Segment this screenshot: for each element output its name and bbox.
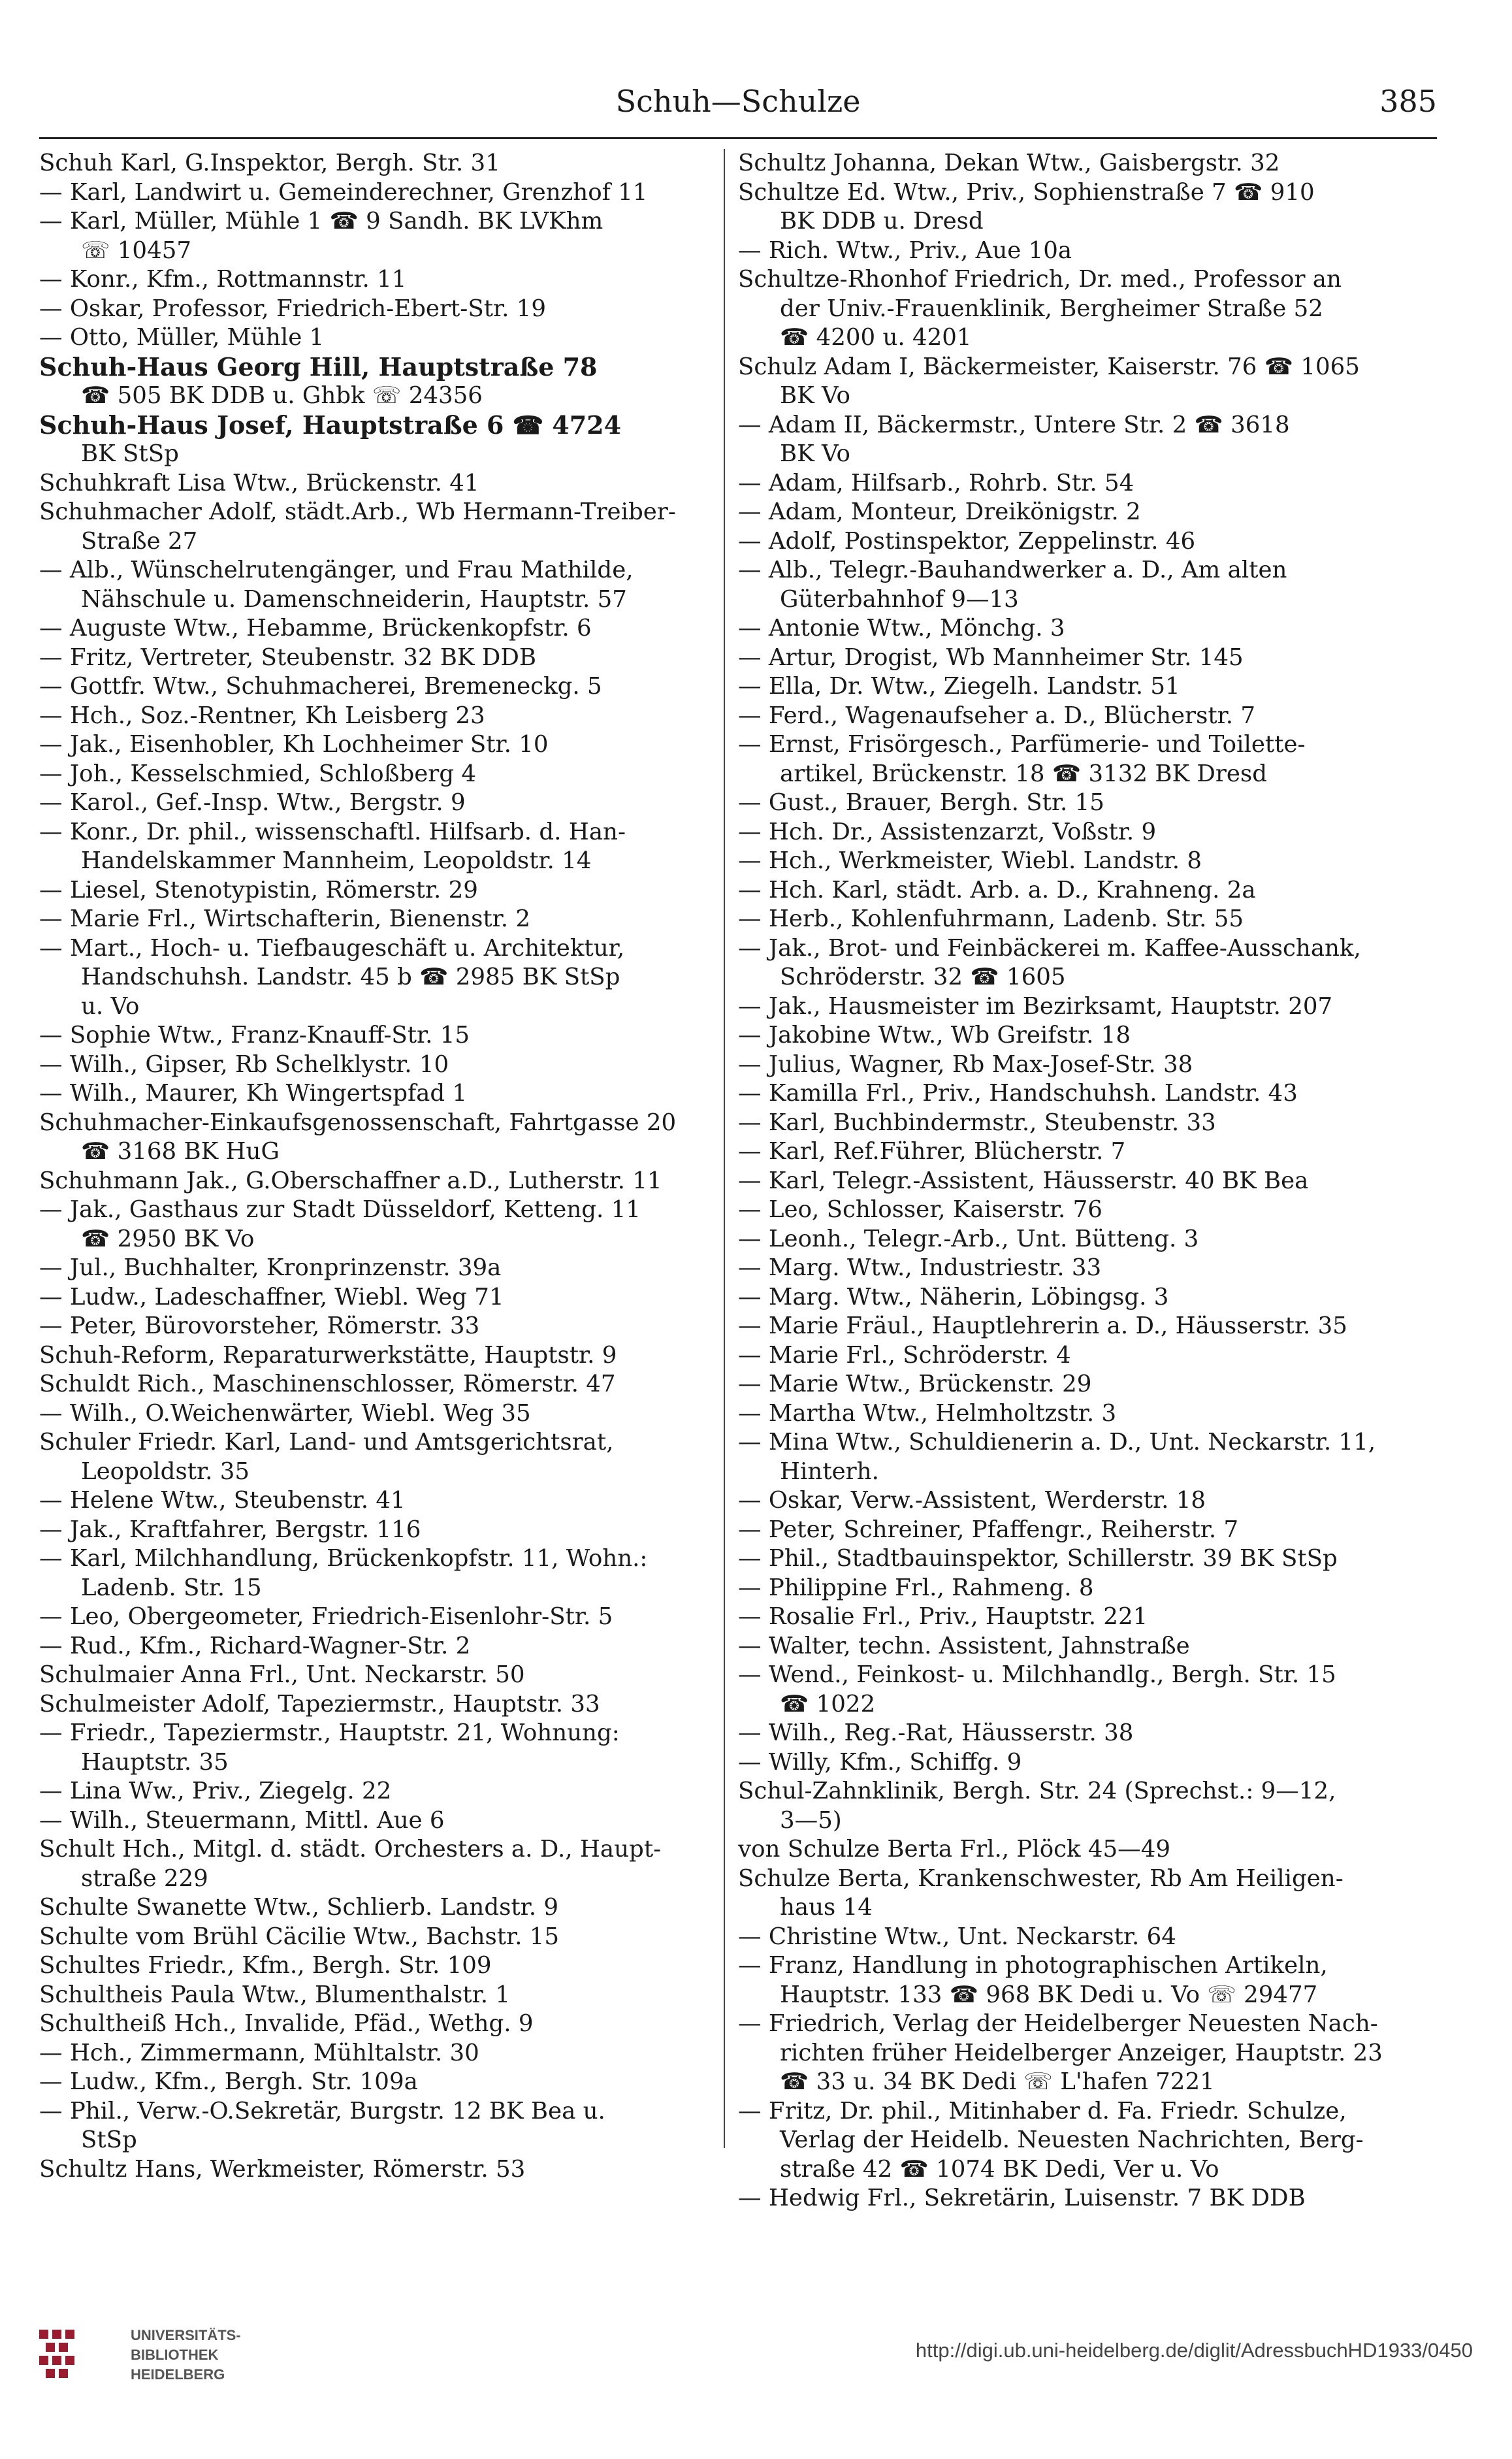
directory-entry: — Leo, Obergeometer, Friedrich-Eisenlohr-Str. 5 xyxy=(39,1603,613,1630)
directory-entry: — Hch., Werkmeister, Wiebl. Landstr. 8 xyxy=(738,847,1202,874)
directory-entry: ☎ 4200 u. 4201 xyxy=(780,324,972,351)
directory-entry: — Leo, Schlosser, Kaiserstr. 76 xyxy=(738,1196,1102,1223)
directory-entry: — Wilh., O.Weichenwärter, Wiebl. Weg 35 xyxy=(39,1399,531,1427)
directory-entry: Schulmeister Adolf, Tapeziermstr., Hauptstr. 33 xyxy=(39,1690,600,1718)
directory-entry: artikel, Brückenstr. 18 ☎ 3132 BK Dresd xyxy=(780,760,1268,787)
directory-entry: — Rosalie Frl., Priv., Hauptstr. 221 xyxy=(738,1603,1148,1630)
directory-entry: — Hch., Soz.-Rentner, Kh Leisberg 23 xyxy=(39,702,485,729)
directory-entry: — Jak., Brot- und Feinbäckerei m. Kaffee-Ausschank, xyxy=(738,934,1361,962)
directory-entry: — Kamilla Frl., Priv., Handschuhsh. Landstr. 43 xyxy=(738,1080,1298,1107)
directory-entry: — Marg. Wtw., Näherin, Löbingsg. 3 xyxy=(738,1283,1169,1311)
directory-entry: — Adam, Hilfsarb., Rohrb. Str. 54 xyxy=(738,469,1134,497)
logo-line-1: UNIVERSITÄTS- xyxy=(131,2327,241,2343)
directory-entry: Schuh-Haus Josef, Hauptstraße 6 ☎ 4724 xyxy=(39,410,622,440)
directory-entry: — Fritz, Dr. phil., Mitinhaber d. Fa. Friedr. Schulze, xyxy=(738,2097,1347,2125)
directory-entry: — Karol., Gef.-Insp. Wtw., Bergstr. 9 xyxy=(39,789,466,816)
directory-entry: — Konr., Kfm., Rottmannstr. 11 xyxy=(39,266,407,293)
directory-entry: — Franz, Handlung in photographischen Artikeln, xyxy=(738,1952,1328,1979)
directory-entry: Ladenb. Str. 15 xyxy=(81,1574,262,1601)
directory-entry: — Artur, Drogist, Wb Mannheimer Str. 145 xyxy=(738,643,1244,671)
directory-entry: — Gust., Brauer, Bergh. Str. 15 xyxy=(738,789,1104,816)
directory-entry: — Marie Fräul., Hauptlehrerin a. D., Häusserstr. 35 xyxy=(738,1312,1347,1339)
running-title: Schuh—Schulze xyxy=(615,84,861,119)
directory-entry: Schultz Hans, Werkmeister, Römerstr. 53 xyxy=(39,2155,526,2183)
directory-entry: Schulze Berta, Krankenschwester, Rb Am Heiligen- xyxy=(738,1865,1343,1892)
directory-entry: Schultz Johanna, Dekan Wtw., Gaisbergstr. 32 xyxy=(738,150,1280,176)
page-header xyxy=(39,84,1437,136)
page-footer xyxy=(0,2300,1512,2459)
directory-entry: Schul-Zahnklinik, Bergh. Str. 24 (Sprechst.: 9—12, xyxy=(738,1778,1336,1804)
directory-entry: — Wilh., Gipser, Rb Schelklystr. 10 xyxy=(39,1050,449,1078)
directory-entry: — Karl, Ref.Führer, Blücherstr. 7 xyxy=(738,1138,1126,1165)
directory-entry: Schuh-Reform, Reparaturwerkstätte, Hauptstr. 9 xyxy=(39,1341,617,1369)
directory-entry: — Phil., Stadtbauinspektor, Schillerstr. 39 BK StSp xyxy=(738,1545,1338,1572)
directory-entry: — Konr., Dr. phil., wissenschaftl. Hilfsarb. d. Han- xyxy=(39,818,626,845)
directory-entry: — Leonh., Telegr.-Arb., Unt. Bütteng. 3 xyxy=(738,1225,1199,1252)
directory-entry: — Ferd., Wagenaufseher a. D., Blücherstr. 7 xyxy=(738,702,1255,729)
directory-entry: — Ernst, Frisörgesch., Parfümerie- und Toilette- xyxy=(738,731,1306,758)
directory-entry: Hauptstr. 133 ☎ 968 BK Dedi u. Vo ☏ 29477 xyxy=(780,1981,1318,2008)
directory-entry: Schultheis Paula Wtw., Blumenthalstr. 1 xyxy=(39,1981,510,2008)
directory-entry: — Karl, Müller, Mühle 1 ☎ 9 Sandh. BK LVKhm xyxy=(39,208,603,235)
directory-entry: Schulmaier Anna Frl., Unt. Neckarstr. 50 xyxy=(39,1661,525,1688)
directory-entry: Verlag der Heidelb. Neuesten Nachrichten, Berg- xyxy=(780,2126,1364,2153)
directory-entry: — Julius, Wagner, Rb Max-Josef-Str. 38 xyxy=(738,1050,1193,1078)
directory-entry: — Alb., Wünschelrutengänger, und Frau Mathilde, xyxy=(39,557,634,583)
directory-entry: Handelskammer Mannheim, Leopoldstr. 14 xyxy=(81,847,592,874)
directory-entry: Schulz Adam I, Bäckermeister, Kaiserstr. 76 ☎ 1065 xyxy=(738,353,1360,380)
directory-entry: Schuhmann Jak., G.Oberschaffner a.D., Lutherstr. 11 xyxy=(39,1167,662,1194)
directory-entry: — Philippine Frl., Rahmeng. 8 xyxy=(738,1574,1094,1601)
directory-entry: ☎ 3168 BK HuG xyxy=(81,1138,280,1165)
directory-entry: — Oskar, Verw.-Assistent, Werderstr. 18 xyxy=(738,1487,1206,1514)
directory-entry: BK Vo xyxy=(780,440,850,467)
directory-entry: — Karl, Milchhandlung, Brückenkopfstr. 11, Wohn.: xyxy=(39,1545,648,1572)
directory-entry: Handschuhsh. Landstr. 45 b ☎ 2985 BK StSp xyxy=(81,964,620,990)
directory-entry: Schuh-Haus Georg Hill, Hauptstraße 78 xyxy=(39,351,598,382)
directory-entry: — Martha Wtw., Helmholtzstr. 3 xyxy=(738,1399,1117,1427)
directory-entry: — Ludw., Kfm., Bergh. Str. 109a xyxy=(39,2068,418,2095)
directory-entry: Schuldt Rich., Maschinenschlosser, Römerstr. 47 xyxy=(39,1371,616,1397)
directory-entry: — Joh., Kesselschmied, Schloßberg 4 xyxy=(39,760,477,787)
directory-entry: — Marie Frl., Wirtschafterin, Bienenstr. 2 xyxy=(39,905,531,932)
logo-line-3: HEIDELBERG xyxy=(131,2366,225,2383)
directory-entry: — Wilh., Maurer, Kh Wingertspfad 1 xyxy=(39,1080,468,1107)
directory-entry: Güterbahnhof 9—13 xyxy=(780,585,1019,613)
directory-entry: — Auguste Wtw., Hebamme, Brückenkopfstr. 6 xyxy=(39,615,592,642)
directory-entry: — Herb., Kohlenfuhrmann, Ladenb. Str. 55 xyxy=(738,905,1244,932)
directory-entry: — Friedrich, Verlag der Heidelberger Neuesten Nach- xyxy=(738,2010,1378,2037)
directory-entry: — Sophie Wtw., Franz-Knauff-Str. 15 xyxy=(39,1022,470,1049)
directory-entry: — Jak., Eisenhobler, Kh Lochheimer Str. 10 xyxy=(39,731,549,758)
directory-entry: Schulte Swanette Wtw., Schlierb. Landstr. 9 xyxy=(39,1894,559,1921)
directory-entry: — Liesel, Stenotypistin, Römerstr. 29 xyxy=(39,876,478,904)
page-number: 385 xyxy=(1379,84,1437,119)
directory-entry: Straße 27 xyxy=(81,527,198,555)
directory-entry: von Schulze Berta Frl., Plöck 45—49 xyxy=(738,1836,1171,1863)
directory-entry: — Ludw., Ladeschaffner, Wiebl. Weg 71 xyxy=(39,1283,504,1311)
directory-entry: — Jul., Buchhalter, Kronprinzenstr. 39a xyxy=(39,1254,502,1281)
directory-entry: — Adolf, Postinspektor, Zeppelinstr. 46 xyxy=(738,527,1196,555)
directory-entry: — Rich. Wtw., Priv., Aue 10a xyxy=(738,236,1072,264)
right-column xyxy=(738,149,1411,2211)
directory-entry: — Ella, Dr. Wtw., Ziegelh. Landstr. 51 xyxy=(738,673,1180,700)
directory-entry: — Adam II, Bäckermstr., Untere Str. 2 ☎ 3618 xyxy=(738,411,1290,438)
directory-entry: — Hedwig Frl., Sekretärin, Luisenstr. 7 BK DDB xyxy=(738,2185,1306,2211)
directory-entry: — Alb., Telegr.-Bauhandwerker a. D., Am alten xyxy=(738,557,1287,583)
directory-entry: Leopoldstr. 35 xyxy=(81,1457,249,1485)
directory-entry: — Karl, Buchbindermstr., Steubenstr. 33 xyxy=(738,1109,1216,1136)
directory-entry: — Walter, techn. Assistent, Jahnstraße xyxy=(738,1632,1190,1659)
directory-entry: BK StSp xyxy=(81,440,179,467)
directory-entry: Schultes Friedr., Kfm., Bergh. Str. 109 xyxy=(39,1952,492,1979)
directory-entry: — Wend., Feinkost- u. Milchhandlg., Bergh. Str. 15 xyxy=(738,1661,1336,1688)
directory-entry: Schulte vom Brühl Cäcilie Wtw., Bachstr. 15 xyxy=(39,1923,560,1950)
directory-entry: 3—5) xyxy=(780,1806,842,1834)
directory-entry: — Marie Frl., Schröderstr. 4 xyxy=(738,1341,1071,1369)
directory-entry: Schultheiß Hch., Invalide, Pfäd., Wethg. 9 xyxy=(39,2010,534,2037)
source-url[interactable]: http://digi.ub.uni-heidelberg.de/diglit/AdressbuchHD1933/0450 xyxy=(915,2339,1473,2362)
left-column xyxy=(39,149,712,2183)
directory-entry: — Mart., Hoch- u. Tiefbaugeschäft u. Architektur, xyxy=(39,934,625,962)
directory-entry: — Hch. Karl, städt. Arb. a. D., Krahneng. 2a xyxy=(738,876,1256,904)
directory-entry: — Willy, Kfm., Schiffg. 9 xyxy=(738,1748,1022,1776)
directory-entry: Schuhmacher-Einkaufsgenossenschaft, Fahrtgasse 20 xyxy=(39,1109,677,1136)
directory-entry: — Otto, Müller, Mühle 1 xyxy=(39,324,325,351)
directory-entry: — Mina Wtw., Schuldienerin a. D., Unt. Neckarstr. 11, xyxy=(738,1429,1376,1456)
directory-entry: ☎ 2950 BK Vo xyxy=(81,1225,255,1252)
directory-entry: u. Vo xyxy=(81,992,140,1020)
directory-entry: Schuhmacher Adolf, städt.Arb., Wb Hermann-Treiber- xyxy=(39,498,676,525)
directory-entry: — Gottfr. Wtw., Schuhmacherei, Bremeneckg. 5 xyxy=(39,673,602,700)
library-logo-text xyxy=(131,2326,241,2385)
directory-entry: — Christine Wtw., Unt. Neckarstr. 64 xyxy=(738,1923,1176,1950)
directory-entry: — Rud., Kfm., Richard-Wagner-Str. 2 xyxy=(39,1632,471,1659)
directory-entry: — Jak., Kraftfahrer, Bergstr. 116 xyxy=(39,1516,421,1543)
directory-entry: ☎ 33 u. 34 BK Dedi ☏ L'hafen 7221 xyxy=(780,2068,1215,2095)
logo-line-2: BIBLIOTHEK xyxy=(131,2347,219,2363)
directory-entry: Schuler Friedr. Karl, Land- und Amtsgerichtsrat, xyxy=(39,1429,614,1456)
directory-entry: — Lina Ww., Priv., Ziegelg. 22 xyxy=(39,1778,392,1804)
directory-entry: Schultze-Rhonhof Friedrich, Dr. med., Professor an xyxy=(738,266,1342,293)
directory-entry: straße 42 ☎ 1074 BK Dedi, Ver u. Vo xyxy=(780,2155,1219,2183)
directory-entry: — Wilh., Reg.-Rat, Häusserstr. 38 xyxy=(738,1719,1134,1746)
directory-entry: — Jak., Gasthaus zur Stadt Düsseldorf, Ketteng. 11 xyxy=(39,1196,641,1223)
directory-entry: — Marg. Wtw., Industriestr. 33 xyxy=(738,1254,1102,1281)
header-rule xyxy=(39,137,1437,139)
directory-entry: — Phil., Verw.-O.Sekretär, Burgstr. 12 BK Bea u. xyxy=(39,2097,605,2125)
directory-entry: — Fritz, Vertreter, Steubenstr. 32 BK DDB xyxy=(39,643,537,671)
directory-entry: Hinterh. xyxy=(780,1457,879,1485)
directory-entry: — Marie Wtw., Brückenstr. 29 xyxy=(738,1371,1092,1397)
directory-entry: Schult Hch., Mitgl. d. städt. Orchesters a. D., Haupt- xyxy=(39,1836,662,1863)
directory-entry: — Hch., Zimmermann, Mühltalstr. 30 xyxy=(39,2039,479,2066)
directory-entry: Nähschule u. Damenschneiderin, Hauptstr. 57 xyxy=(81,585,627,613)
directory-entry: — Friedr., Tapeziermstr., Hauptstr. 21, Wohnung: xyxy=(39,1719,620,1746)
directory-entry: — Adam, Monteur, Dreikönigstr. 2 xyxy=(738,498,1141,525)
column-divider xyxy=(724,149,725,2148)
directory-entry: — Karl, Landwirt u. Gemeinderechner, Grenzhof 11 xyxy=(39,178,648,206)
directory-entry: Schröderstr. 32 ☎ 1605 xyxy=(780,964,1066,990)
directory-entry: — Oskar, Professor, Friedrich-Ebert-Str. 19 xyxy=(39,295,546,322)
directory-entry: haus 14 xyxy=(780,1894,873,1921)
directory-entry: ☏ 10457 xyxy=(81,236,191,264)
directory-entry: Schultze Ed. Wtw., Priv., Sophienstraße 7 ☎ 910 xyxy=(738,178,1315,206)
directory-entry: — Peter, Schreiner, Pfaffengr., Reiherstr. 7 xyxy=(738,1516,1239,1543)
directory-entry: der Univ.-Frauenklinik, Bergheimer Straße 52 xyxy=(780,295,1323,322)
directory-entry: Schuhkraft Lisa Wtw., Brückenstr. 41 xyxy=(39,469,479,497)
directory-entry: ☎ 505 BK DDB u. Ghbk ☏ 24356 xyxy=(81,382,483,409)
directory-entry: BK Vo xyxy=(780,382,850,409)
directory-entry: — Peter, Bürovorsteher, Römerstr. 33 xyxy=(39,1312,480,1339)
directory-entry: — Helene Wtw., Steubenstr. 41 xyxy=(39,1487,406,1514)
directory-entry: — Wilh., Steuermann, Mittl. Aue 6 xyxy=(39,1806,445,1834)
directory-entry: ☎ 1022 xyxy=(780,1690,876,1718)
directory-entry: — Jak., Hausmeister im Bezirksamt, Hauptstr. 207 xyxy=(738,992,1333,1020)
directory-entry: richten früher Heidelberger Anzeiger, Hauptstr. 23 xyxy=(780,2039,1383,2066)
directory-entry: straße 229 xyxy=(81,1865,208,1892)
directory-entry: — Karl, Telegr.-Assistent, Häusserstr. 40 BK Bea xyxy=(738,1167,1309,1194)
directory-entry: StSp xyxy=(81,2126,137,2153)
directory-entry: BK DDB u. Dresd xyxy=(780,208,984,235)
directory-entry: — Jakobine Wtw., Wb Greifstr. 18 xyxy=(738,1022,1131,1049)
directory-entry: Hauptstr. 35 xyxy=(81,1748,229,1776)
directory-entry: — Antonie Wtw., Mönchg. 3 xyxy=(738,615,1065,642)
directory-entry: Schuh Karl, G.Inspektor, Bergh. Str. 31 xyxy=(39,150,500,176)
directory-entry: — Hch. Dr., Assistenzarzt, Voßstr. 9 xyxy=(738,818,1157,845)
